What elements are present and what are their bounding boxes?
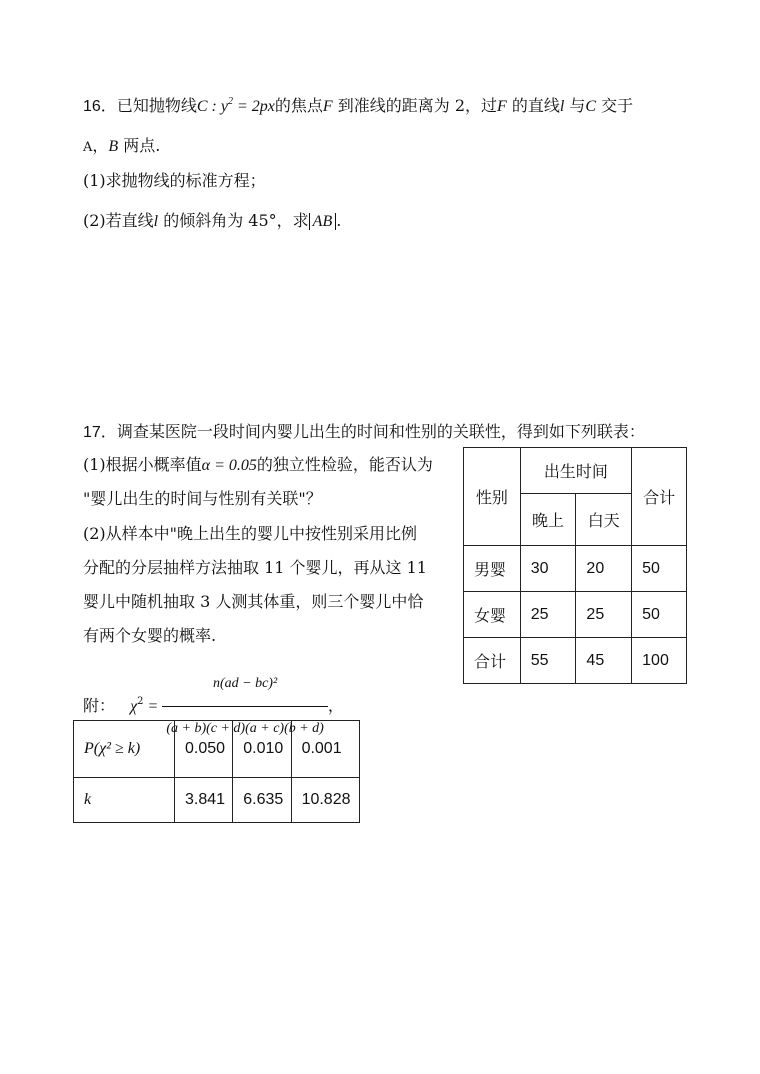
table-row: 合计 55 45 100: [464, 638, 687, 684]
formula-fraction: $\frac{\text{n(ad − bc)²}}{(a + b)(c + d)(a + c)(b + d)}$: [162, 664, 328, 749]
q16-number: 16．: [83, 98, 117, 115]
q17-part-2-line-4: 有两个女婴的概率.: [83, 626, 217, 645]
q16-part-1: (1)求抛物线的标准方程；: [83, 171, 266, 190]
q16-line-1: 16．已知抛物线C : $y^2 = 2px$的焦点F 到准线的距离为 2，过F 的直线l 与C 交于: [83, 96, 634, 115]
k-label: k: [74, 778, 175, 823]
table-row: k 3.841 6.635 10.828: [74, 778, 360, 823]
prob-label: P(χ² ≥ k): [74, 721, 175, 778]
q17-part-1-line-2: "婴儿出生的时间与性别有关联"？: [83, 489, 322, 508]
table-row: P(χ² ≥ k) 0.050 0.010 0.001: [74, 721, 360, 778]
table-row: 男婴 30 20 50: [464, 546, 687, 592]
contingency-table: [463, 447, 687, 684]
header-birth-time: 出生时间: [520, 448, 631, 494]
q16-line-2: A，B 两点.: [83, 136, 161, 155]
q16-parabola: C : $y^2 = 2px$: [196, 96, 275, 115]
chi-square-formula: 附： $\chi^2$ = $\frac{\text{n(ad − bc)²}}{(a + b)(c + d)(a + c)(b + d)}$ ，: [83, 664, 344, 749]
q17-part-2-line-1: (2)从样本中"晚上出生的婴儿中按性别采用比例: [83, 524, 418, 543]
q17-number: 17．: [83, 424, 117, 441]
q17-stem: 17．调查某医院一段时间内婴儿出生的时间和性别的关联性，得到如下列联表：: [83, 422, 645, 441]
header-day: 白天: [576, 494, 632, 546]
q17-part-2-line-3: 婴儿中随机抽取 3 人测其体重，则三个婴儿中恰: [83, 592, 424, 611]
q17-part-2-line-2: 分配的分层抽样方法抽取 11 个婴儿，再从这 11: [83, 558, 427, 577]
header-gender: 性别: [464, 448, 521, 546]
header-night: 晚上: [520, 494, 576, 546]
table-row: 女婴 25 25 50: [464, 592, 687, 638]
header-total: 合计: [632, 448, 687, 546]
critical-value-table: [73, 720, 360, 823]
q16-part-2: (2)若直线l 的倾斜角为 45°，求 AB .: [83, 211, 342, 230]
q17-part-1-line-1: (1)根据小概率值α = 0.05的独立性检验，能否认为: [83, 455, 433, 474]
